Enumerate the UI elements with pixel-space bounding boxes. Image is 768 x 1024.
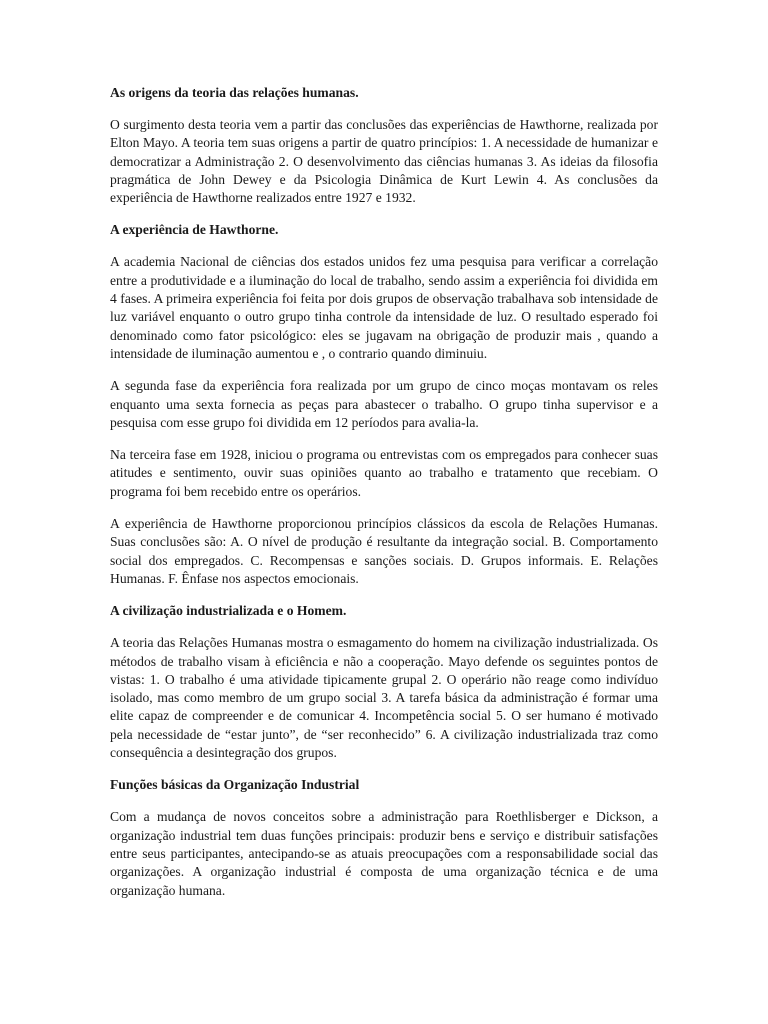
section-civilizacao xyxy=(110,602,658,762)
section-heading: A experiência de Hawthorne. xyxy=(110,222,279,238)
section-heading: As origens da teoria das relações humanas. xyxy=(110,85,359,100)
section-heading: A civilização industrializada e o Homem. xyxy=(110,603,347,619)
section-funcoes xyxy=(110,776,658,899)
paragraph: Com a mudança de novos conceitos sobre a administração para Roethlisberger e Dickson, a organização industrial tem duas funções principais: produzir bens e serviço e distribuir satisfações entre seus participantes, antecipando-se as atuais preocupações com a responsabilidade social das organizações. A organização industrial é composta de uma organização técnica e de uma organização humana. xyxy=(110,809,658,898)
paragraph: A academia Nacional de ciências dos estados unidos fez uma pesquisa para verificar a correlação entre a produtividade e a iluminação do local de trabalho, sendo assim a experiência foi dividida em 4 fases. A primeira experiência foi feita por dois grupos de observação trabalhava sob intensidade de luz variável enquanto o outro grupo tinha controle da intensidade de luz. O resultado esperado foi denominado como fator psicológico: eles se jugavam na obrigação de produzir mais , quando a intensidade de iluminação aumentou e , o contrario quando diminuiu. xyxy=(110,254,658,361)
paragraph: O surgimento desta teoria vem a partir das conclusões das experiências de Hawthorne, realizada por Elton Mayo. A teoria tem suas origens a partir de quatro princípios: 1. A necessidade de humanizar e democratizar a Administração 2. O desenvolvimento das ciências humanas 3. As ideias da filosofia pragmática de John Dewey e da Psicologia Dinâmica de Kurt Lewin 4. As conclusões da experiência de Hawthorne realizados entre 1927 e 1932. xyxy=(110,117,658,206)
paragraph: Na terceira fase em 1928, iniciou o programa ou entrevistas com os empregados para conhecer suas atitudes e sentimento, ouvir suas opiniões quanto ao trabalho e tratamento que recebiam. O programa foi bem recebido entre os operários. xyxy=(110,447,658,499)
section-heading: Funções básicas da Organização Industrial xyxy=(110,777,360,793)
paragraph: A segunda fase da experiência fora realizada por um grupo de cinco moças montavam os reles enquanto uma sexta fornecia as peças para abastecer o trabalho. O grupo tinha supervisor e a pesquisa com esse grupo foi dividida em 12 períodos para avalia-la. xyxy=(110,378,658,430)
section-hawthorne xyxy=(110,221,658,588)
paragraph: A teoria das Relações Humanas mostra o esmagamento do homem na civilização industrializada. Os métodos de trabalho visam à eficiência e não a cooperação. Mayo defende os seguintes pontos de vistas: 1. O trabalho é uma atividade tipicamente grupal 2. O operário não reage como indivíduo isolado, mas como membro de um grupo social 3. A tarefa básica da administração é formar uma elite capaz de compreender e de comunicar 4. Incompetência social 5. O ser humano é motivado pela necessidade de “estar junto”, de “ser reconhecido” 6. A civilização industrializada traz como consequência a desintegração dos grupos. xyxy=(110,635,658,761)
paragraph: A experiência de Hawthorne proporcionou princípios clássicos da escola de Relações Humanas. Suas conclusões são: A. O nível de produção é resultante da integração social. B. Comportamento social dos empregados. C. Recompensas e sanções sociais. D. Grupos informais. E. Relações Humanas. F. Ênfase nos aspectos emocionais. xyxy=(110,516,658,586)
document-page xyxy=(110,84,658,914)
section-origens xyxy=(110,84,658,207)
